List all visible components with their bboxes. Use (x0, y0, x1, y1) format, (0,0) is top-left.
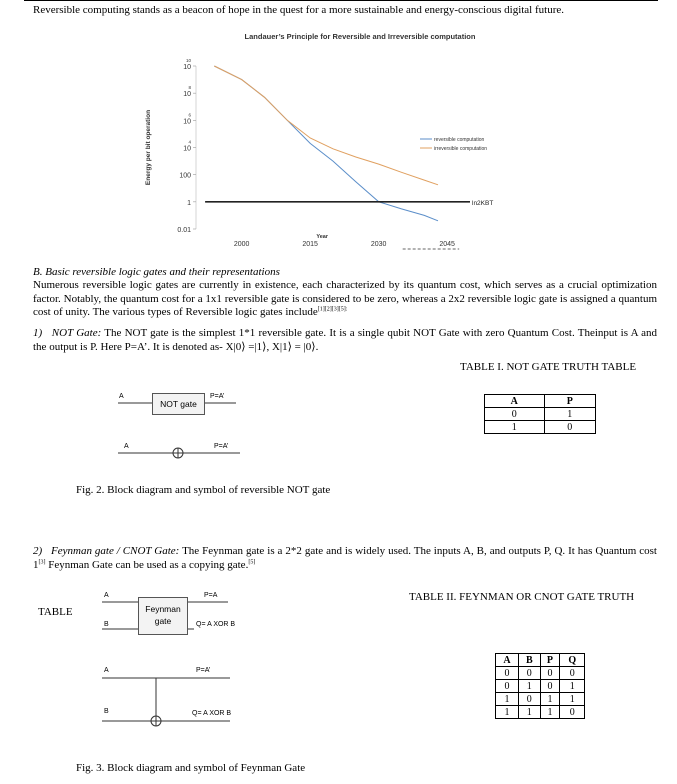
x-axis-label: Year (316, 234, 328, 240)
chart-title: Landauer’s Principle for Reversible and Irreversible computation (244, 32, 476, 41)
series-line-irreversible (214, 66, 438, 185)
y-tick-label: 10 (183, 145, 191, 153)
legend-entry: irreversible computation (434, 146, 488, 152)
table-cell: 0 (560, 667, 585, 680)
table-cell: 1 (544, 408, 595, 421)
table-cell: 1 (540, 706, 560, 719)
feynman-output-p: P=A (204, 592, 218, 599)
feynman-table-header: Q (560, 654, 585, 667)
feynman-paragraph (33, 545, 657, 572)
table-cell: 0 (560, 706, 585, 719)
fig-3-caption: Fig. 3. Block diagram and symbol of Feynman Gate (76, 762, 306, 774)
table-row (496, 706, 585, 719)
y-tick-exponent: 10 (185, 58, 191, 63)
x-tick-label: 2045 (439, 241, 455, 248)
table-stray-label: TABLE (38, 606, 73, 618)
table-cell: 1 (519, 680, 540, 693)
not-gate-paragraph (33, 327, 657, 354)
feynman-input-b: B (104, 621, 109, 628)
feynman-symbol-output-p: P=A’ (196, 667, 211, 674)
table-cell: 1 (496, 706, 519, 719)
table-cell: 1 (496, 693, 519, 706)
table-row (485, 408, 596, 421)
y-tick-label: 1 (187, 199, 191, 207)
table-cell: 0 (540, 680, 560, 693)
series-line-reversible (214, 66, 438, 221)
not-gate-num: 1) (33, 327, 43, 339)
feynman-truth-table (495, 653, 585, 719)
section-b-text: Numerous reversible logic gates are currently in existence, each characterized by its quantum cost, which serves as a crucial optimization factor. Notably, the quantum cost for a 1x1 reversible gate is considered to be zero, whereas a 2x2 reversible logic gate is assigned a quantum cost of unity. The various types of Reversible logic gates include (33, 279, 657, 318)
table-row (496, 693, 585, 706)
section-b-paragraph (33, 279, 657, 320)
y-tick-label: 0.01 (177, 227, 191, 234)
not-symbol-output-label: P=A’ (214, 443, 229, 450)
feynman-ref-1: [3] (38, 558, 46, 565)
x-tick-label: 2030 (370, 241, 387, 248)
feynman-table-header: B (519, 654, 540, 667)
table-cell: 0 (496, 667, 519, 680)
y-tick-exponent: 4 (188, 139, 191, 145)
not-gate-text: The NOT gate is the simplest 1*1 reversible gate. It is a single qubit NOT Gate with zero Quantum Cost. Theinput is A and the output is P. Here P=A’. It is denoted as- X|0⟩ =|1⟩, X|1⟩ = |0⟩. (33, 327, 657, 353)
table-cell: 1 (485, 421, 545, 434)
y-tick-exponent: 8 (188, 85, 191, 91)
not-gate-block: NOT gate (152, 393, 205, 415)
table-cell: 0 (496, 680, 519, 693)
legend-entry: reversible computation (434, 137, 485, 143)
y-tick-label: 10 (183, 118, 191, 126)
table-cell: 0 (540, 667, 560, 680)
table-row (485, 421, 596, 434)
feynman-symbol-input-a: A (104, 667, 109, 674)
section-b-heading: B. Basic reversible logic gates and their representations (33, 266, 280, 278)
fig-2-caption: Fig. 2. Block diagram and symbol of reversible NOT gate (76, 484, 331, 496)
table-cell: 0 (485, 408, 545, 421)
table-1-title: TABLE I. NOT GATE TRUTH TABLE (460, 361, 637, 373)
feynman-num: 2) (33, 545, 43, 557)
feynman-title: Feynman gate / CNOT Gate: (51, 545, 180, 557)
feynman-output-q: Q= A XOR B (196, 621, 236, 628)
table-cell: 0 (544, 421, 595, 434)
y-tick-label: 100 (179, 172, 191, 180)
feynman-input-a: A (104, 592, 109, 599)
feynman-block-label-2: gate (154, 616, 172, 626)
feynman-gate-block (138, 597, 188, 635)
y-tick-label: 10 (183, 91, 191, 99)
not-output-label: P=A’ (210, 393, 225, 400)
feynman-ref-2: [5] (248, 558, 256, 565)
y-tick-exponent: 6 (188, 112, 191, 118)
feynman-block-label-1: Feynman (145, 604, 181, 614)
y-axis-label: Energy per bit operation (145, 109, 152, 186)
not-input-label: A (119, 393, 124, 400)
y-tick-label: 10 (183, 64, 191, 71)
feynman-symbol-output-q: Q= A XOR B (192, 710, 232, 717)
feynman-symbol-input-b: B (104, 708, 109, 715)
table-cell: 0 (519, 667, 540, 680)
not-symbol-input-label: A (124, 443, 129, 450)
section-b-refs: [1][2][3][5]: (317, 306, 348, 313)
not-table-header: P (544, 395, 595, 408)
table-cell: 1 (519, 706, 540, 719)
table-cell: 1 (540, 693, 560, 706)
annotation-label: ln2KBT (472, 199, 494, 207)
not-truth-table (484, 394, 596, 434)
not-table-header: A (485, 395, 545, 408)
not-gate-title: NOT Gate: (51, 327, 102, 339)
table-row (496, 667, 585, 680)
top-rule (24, 0, 658, 1)
feynman-text-2: Feynman Gate can be used as a copying gate. (48, 558, 249, 571)
landauer-chart (140, 44, 540, 256)
feynman-text: The Feynman gate is a 2*2 gate and is widely used. The inputs A, B, and outputs P, Q. It has Quantum cost 1 (33, 545, 657, 571)
table-row (496, 680, 585, 693)
x-tick-label: 2000 (233, 241, 250, 248)
feynman-table-header: P (540, 654, 560, 667)
table-cell: 1 (560, 680, 585, 693)
table-2-title: TABLE II. FEYNMAN OR CNOT GATE TRUTH (409, 591, 635, 603)
intro-text: Reversible computing stands as a beacon of hope in the quest for a more sustainable and energy-conscious digital future. (33, 4, 565, 16)
table-cell: 1 (560, 693, 585, 706)
table-cell: 0 (519, 693, 540, 706)
feynman-table-header: A (496, 654, 519, 667)
x-tick-label: 2015 (302, 241, 318, 248)
